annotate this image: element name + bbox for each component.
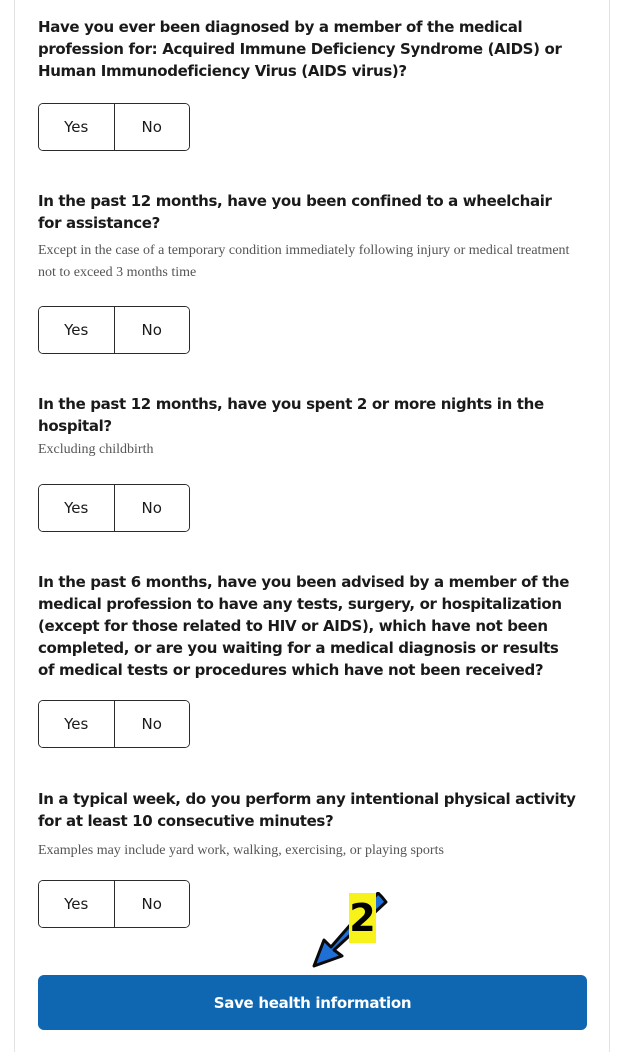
question-pending-tests: [38, 571, 578, 681]
question-aids-diagnosis: [38, 16, 578, 82]
yes-button[interactable]: Yes: [39, 485, 114, 531]
no-button[interactable]: No: [114, 485, 190, 531]
question-text: Have you ever been diagnosed by a member of the medical profession for: Acquired Immune Deficiency Syndrome (AIDS) or Human Immunodeficiency Virus (AIDS virus)?: [38, 18, 562, 80]
yes-button[interactable]: Yes: [39, 307, 114, 353]
no-button[interactable]: No: [114, 881, 190, 927]
question-physical-activity: [38, 788, 578, 862]
yes-button[interactable]: Yes: [39, 701, 114, 747]
question-text: In a typical week, do you perform any intentional physical activity for at least 10 consecutive minutes?: [38, 790, 576, 830]
yes-no-toggle-wheelchair: [38, 306, 190, 354]
question-hint: Except in the case of a temporary condition immediately following injury or medical treatment not to exceed 3 months time: [38, 243, 570, 280]
no-button[interactable]: No: [114, 104, 190, 150]
yes-no-toggle-hospital: [38, 484, 190, 532]
step-number-badge: 2: [349, 893, 376, 943]
no-button[interactable]: No: [114, 701, 190, 747]
question-wheelchair: [38, 190, 578, 284]
yes-button[interactable]: Yes: [39, 881, 114, 927]
question-text: In the past 12 months, have you been confined to a wheelchair for assistance?: [38, 192, 552, 232]
yes-no-toggle-aids: [38, 103, 190, 151]
question-text: In the past 6 months, have you been advised by a member of the medical profession to have any tests, surgery, or hospitalization (except for those related to HIV or AIDS), which have not been completed, or are you waiting for a medical diagnosis or results of medical tests or procedures which have not been received?: [38, 573, 570, 679]
save-health-information-button[interactable]: Save health information: [38, 975, 587, 1030]
yes-no-toggle-pending-tests: [38, 700, 190, 748]
question-hint: Excluding childbirth: [38, 442, 154, 457]
question-hint: Examples may include yard work, walking, exercising, or playing sports: [38, 843, 444, 858]
yes-button[interactable]: Yes: [39, 104, 114, 150]
question-hospital-nights: [38, 393, 578, 461]
arrow-down-left-icon: [306, 892, 390, 972]
yes-no-toggle-physical-activity: [38, 880, 190, 928]
question-text: In the past 12 months, have you spent 2 or more nights in the hospital?: [38, 395, 544, 435]
no-button[interactable]: No: [114, 307, 190, 353]
